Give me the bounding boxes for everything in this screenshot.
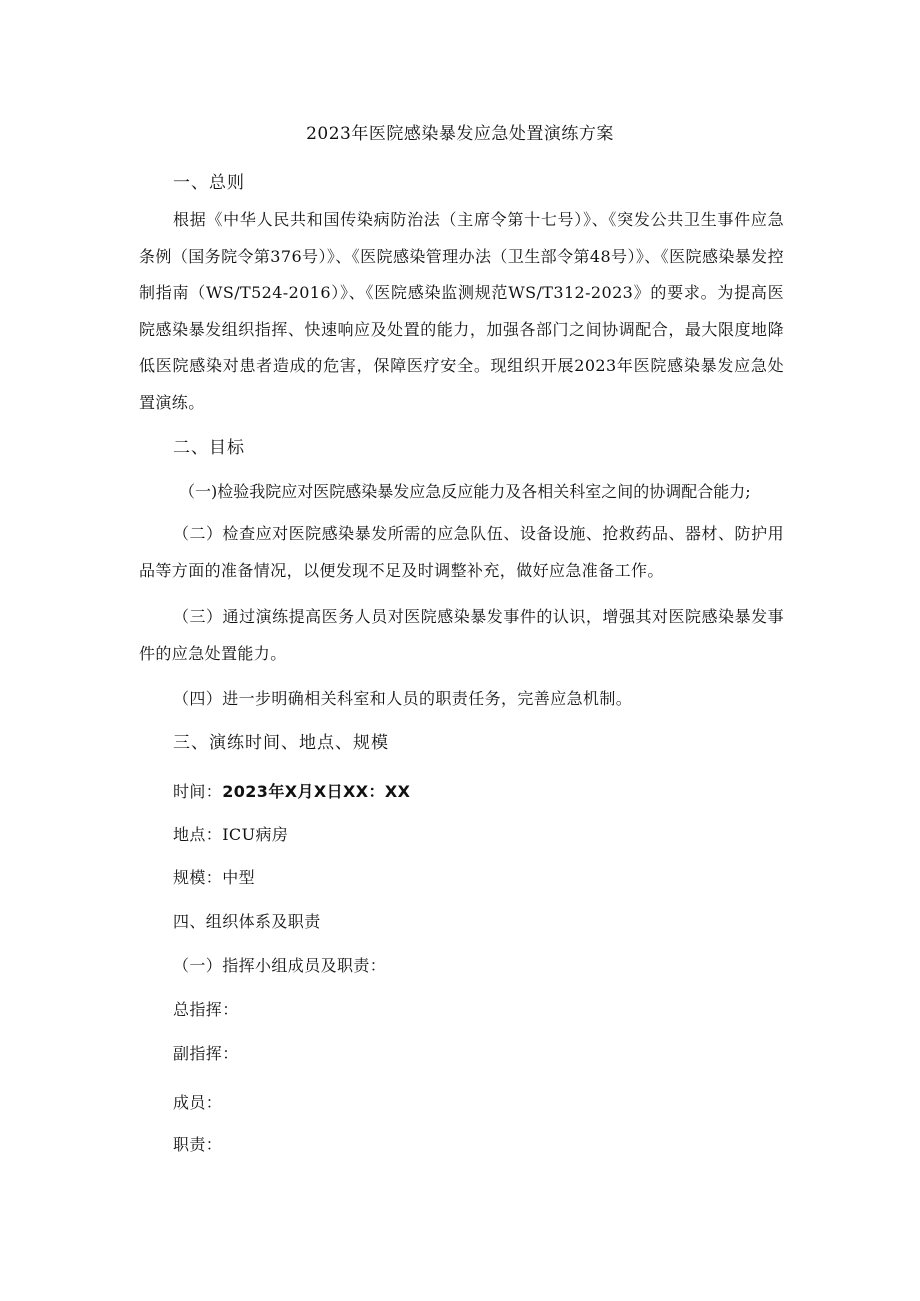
goal-item-2: （二）检查应对医院感染暴发所需的应急队伍、设备设施、抢救药品、器材、防护用品等方面的准备情况，以便发现不足及时调整补充，做好应急准备工作。	[139, 524, 784, 580]
section-heading-drill-info: 三、演练时间、地点、规模	[173, 733, 389, 753]
section-heading-goals: 二、目标	[173, 438, 245, 458]
drill-place-label: 地点：	[173, 825, 223, 844]
document-title: 2023年医院感染暴发应急处置演练方案	[306, 124, 614, 144]
commander-line: 总指挥：	[173, 1000, 239, 1019]
goal-item-4: （四）进一步明确相关科室和人员的职责任务，完善应急机制。	[173, 689, 633, 708]
drill-scale	[173, 865, 255, 888]
drill-place	[173, 822, 288, 845]
section-heading-organization: 四、组织体系及职责	[173, 912, 321, 931]
drill-time	[173, 779, 410, 802]
command-group-heading: （一）指挥小组成员及职责：	[173, 956, 387, 975]
members-line: 成员：	[173, 1093, 223, 1112]
deputy-commander-line: 副指挥：	[173, 1044, 239, 1063]
drill-scale-value: 中型	[222, 868, 256, 887]
section-general-paragraph: 根据《中华人民共和国传染病防治法（主席令第十七号）》、《突发公共卫生事件应急条例（国务院令第376号）》、《医院感染管理办法（卫生部令第48号）》、《医院感染暴发控制指南（WS/T524-2016）》、《医院感染监测规范WS/T312-2023》的要求。为提高医院感染暴发组织指挥、快速响应及处置的能力，加强各部门之间协调配合，最大限度地降低医院感染对患者造成的危害，保障医疗安全。现组织开展2023年医院感染暴发应急处置演练。	[139, 210, 784, 412]
drill-time-label: 时间：	[173, 782, 223, 801]
goal-item-3: （三）通过演练提高医务人员对医院感染暴发事件的认识，增强其对医院感染暴发事件的应急处置能力。	[139, 607, 784, 663]
duties-line: 职责：	[173, 1135, 223, 1154]
drill-time-value: 2023年X月X日XX：XX	[222, 782, 411, 801]
drill-scale-label: 规模：	[173, 868, 223, 887]
drill-place-value: ICU病房	[222, 825, 289, 844]
goal-item-1: （一)检验我院应对医院感染暴发应急反应能力及各相关科室之间的协调配合能力;	[179, 482, 751, 501]
section-heading-general: 一、总则	[173, 173, 245, 193]
